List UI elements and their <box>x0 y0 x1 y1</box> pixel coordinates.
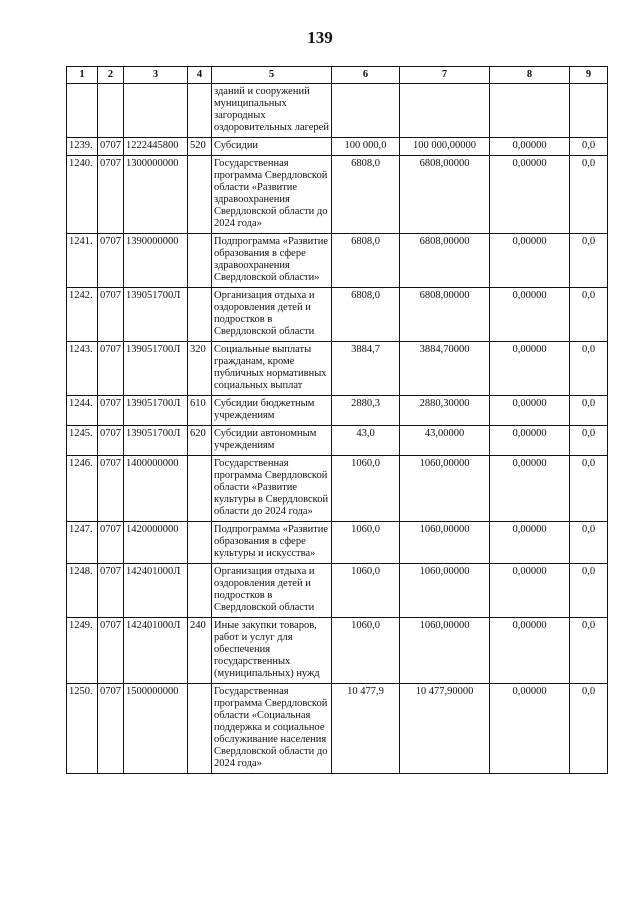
amount-cell: 1060,0 <box>332 618 400 684</box>
target-code-cell: 1400000000 <box>124 456 188 522</box>
amount-precise-cell: 1060,00000 <box>400 456 490 522</box>
section-code-cell: 0707 <box>98 426 124 456</box>
amount-cell: 43,0 <box>332 426 400 456</box>
row-number-cell: 1243. <box>67 342 98 396</box>
target-code-cell: 139051700Л <box>124 396 188 426</box>
table-row <box>67 522 608 564</box>
section-code-cell: 0707 <box>98 618 124 684</box>
other-amount-cell: 0,0 <box>570 618 608 684</box>
federal-amount-cell: 0,00000 <box>490 234 570 288</box>
item-name-cell: Субсидии бюджетным учреждениям <box>212 396 332 426</box>
section-code-cell: 0707 <box>98 396 124 426</box>
row-number-cell: 1246. <box>67 456 98 522</box>
amount-precise-cell: 1060,00000 <box>400 618 490 684</box>
amount-cell: 6808,0 <box>332 156 400 234</box>
row-number-cell: 1250. <box>67 684 98 774</box>
other-amount-cell: 0,0 <box>570 456 608 522</box>
expense-type-cell: 610 <box>188 396 212 426</box>
table-row <box>67 288 608 342</box>
expense-type-cell <box>188 234 212 288</box>
section-code-cell: 0707 <box>98 456 124 522</box>
amount-precise-cell: 6808,00000 <box>400 156 490 234</box>
amount-precise-cell: 43,00000 <box>400 426 490 456</box>
federal-amount-cell: 0,00000 <box>490 684 570 774</box>
amount-precise-cell: 1060,00000 <box>400 522 490 564</box>
row-number-cell: 1247. <box>67 522 98 564</box>
target-code-cell: 1420000000 <box>124 522 188 564</box>
header-cell: 9 <box>570 67 608 84</box>
item-name-cell: Государственная программа Свердловской области «Социальная поддержка и социальное обслуживание населения Свердловской области до 2024 года» <box>212 684 332 774</box>
row-number-cell: 1241. <box>67 234 98 288</box>
section-code-cell: 0707 <box>98 138 124 156</box>
section-code-cell: 0707 <box>98 342 124 396</box>
item-name-cell: Государственная программа Свердловской области «Развитие здравоохранения Свердловской области до 2024 года» <box>212 156 332 234</box>
amount-cell: 6808,0 <box>332 234 400 288</box>
target-code-cell: 139051700Л <box>124 426 188 456</box>
federal-amount-cell: 0,00000 <box>490 288 570 342</box>
amount-cell: 10 477,9 <box>332 684 400 774</box>
expense-type-cell: 520 <box>188 138 212 156</box>
expense-type-cell <box>188 684 212 774</box>
table-row <box>67 234 608 288</box>
header-cell: 7 <box>400 67 490 84</box>
table-row <box>67 618 608 684</box>
federal-amount-cell: 0,00000 <box>490 396 570 426</box>
amount-precise-cell: 1060,00000 <box>400 564 490 618</box>
table-row <box>67 156 608 234</box>
amount-cell <box>332 84 400 138</box>
header-cell: 5 <box>212 67 332 84</box>
amount-cell: 6808,0 <box>332 288 400 342</box>
row-number-cell: 1242. <box>67 288 98 342</box>
item-name-cell: Государственная программа Свердловской области «Развитие культуры в Свердловской области до 2024 года» <box>212 456 332 522</box>
header-cell: 4 <box>188 67 212 84</box>
header-cell: 1 <box>67 67 98 84</box>
table-row <box>67 342 608 396</box>
other-amount-cell <box>570 84 608 138</box>
amount-cell: 3884,7 <box>332 342 400 396</box>
expense-type-cell <box>188 522 212 564</box>
budget-table <box>66 66 608 774</box>
amount-cell: 1060,0 <box>332 522 400 564</box>
row-number-cell: 1240. <box>67 156 98 234</box>
target-code-cell: 139051700Л <box>124 288 188 342</box>
row-number-cell: 1245. <box>67 426 98 456</box>
target-code-cell: 1300000000 <box>124 156 188 234</box>
row-number-cell <box>67 84 98 138</box>
row-number-cell: 1249. <box>67 618 98 684</box>
table-row <box>67 456 608 522</box>
section-code-cell: 0707 <box>98 564 124 618</box>
federal-amount-cell: 0,00000 <box>490 426 570 456</box>
federal-amount-cell: 0,00000 <box>490 456 570 522</box>
federal-amount-cell: 0,00000 <box>490 156 570 234</box>
header-cell: 3 <box>124 67 188 84</box>
section-code-cell <box>98 84 124 138</box>
target-code-cell: 1500000000 <box>124 684 188 774</box>
target-code-cell: 142401000Л <box>124 618 188 684</box>
other-amount-cell: 0,0 <box>570 564 608 618</box>
amount-precise-cell <box>400 84 490 138</box>
table-row <box>67 564 608 618</box>
section-code-cell: 0707 <box>98 156 124 234</box>
row-number-cell: 1248. <box>67 564 98 618</box>
amount-precise-cell: 6808,00000 <box>400 234 490 288</box>
target-code-cell: 142401000Л <box>124 564 188 618</box>
row-number-cell: 1239. <box>67 138 98 156</box>
expense-type-cell: 320 <box>188 342 212 396</box>
item-name-cell: Субсидии <box>212 138 332 156</box>
item-name-cell: Организация отдыха и оздоровления детей и подростков в Свердловской области <box>212 564 332 618</box>
header-cell: 6 <box>332 67 400 84</box>
other-amount-cell: 0,0 <box>570 234 608 288</box>
other-amount-cell: 0,0 <box>570 684 608 774</box>
target-code-cell: 139051700Л <box>124 342 188 396</box>
amount-cell: 2880,3 <box>332 396 400 426</box>
amount-cell: 1060,0 <box>332 564 400 618</box>
expense-type-cell: 620 <box>188 426 212 456</box>
target-code-cell: 1390000000 <box>124 234 188 288</box>
federal-amount-cell <box>490 84 570 138</box>
expense-type-cell <box>188 456 212 522</box>
item-name-cell: Подпрограмма «Развитие образования в сфере культуры и искусства» <box>212 522 332 564</box>
table-row <box>67 84 608 138</box>
federal-amount-cell: 0,00000 <box>490 618 570 684</box>
federal-amount-cell: 0,00000 <box>490 564 570 618</box>
other-amount-cell: 0,0 <box>570 522 608 564</box>
item-name-cell: Иные закупки товаров, работ и услуг для обеспечения государственных (муниципальных) нужд <box>212 618 332 684</box>
amount-precise-cell: 3884,70000 <box>400 342 490 396</box>
page-number: 139 <box>307 28 333 47</box>
section-code-cell: 0707 <box>98 234 124 288</box>
other-amount-cell: 0,0 <box>570 342 608 396</box>
amount-precise-cell: 2880,30000 <box>400 396 490 426</box>
item-name-cell: Организация отдыха и оздоровления детей и подростков в Свердловской области <box>212 288 332 342</box>
row-number-cell: 1244. <box>67 396 98 426</box>
amount-precise-cell: 6808,00000 <box>400 288 490 342</box>
expense-type-cell <box>188 288 212 342</box>
federal-amount-cell: 0,00000 <box>490 522 570 564</box>
header-cell: 8 <box>490 67 570 84</box>
item-name-cell: зданий и сооружений муниципальных загородных оздоровительных лагерей <box>212 84 332 138</box>
item-name-cell: Подпрограмма «Развитие образования в сфере здравоохранения Свердловской области» <box>212 234 332 288</box>
federal-amount-cell: 0,00000 <box>490 138 570 156</box>
expense-type-cell <box>188 564 212 618</box>
table-row <box>67 426 608 456</box>
table-row <box>67 684 608 774</box>
other-amount-cell: 0,0 <box>570 156 608 234</box>
expense-type-cell <box>188 156 212 234</box>
target-code-cell <box>124 84 188 138</box>
section-code-cell: 0707 <box>98 684 124 774</box>
expense-type-cell <box>188 84 212 138</box>
item-name-cell: Субсидии автономным учреждениям <box>212 426 332 456</box>
item-name-cell: Социальные выплаты гражданам, кроме публичных нормативных социальных выплат <box>212 342 332 396</box>
section-code-cell: 0707 <box>98 522 124 564</box>
other-amount-cell: 0,0 <box>570 396 608 426</box>
amount-precise-cell: 10 477,90000 <box>400 684 490 774</box>
header-cell: 2 <box>98 67 124 84</box>
table-row <box>67 138 608 156</box>
table-row <box>67 396 608 426</box>
expense-type-cell: 240 <box>188 618 212 684</box>
header-row <box>67 67 608 84</box>
other-amount-cell: 0,0 <box>570 288 608 342</box>
federal-amount-cell: 0,00000 <box>490 342 570 396</box>
amount-precise-cell: 100 000,00000 <box>400 138 490 156</box>
amount-cell: 1060,0 <box>332 456 400 522</box>
amount-cell: 100 000,0 <box>332 138 400 156</box>
other-amount-cell: 0,0 <box>570 138 608 156</box>
target-code-cell: 1222445800 <box>124 138 188 156</box>
section-code-cell: 0707 <box>98 288 124 342</box>
other-amount-cell: 0,0 <box>570 426 608 456</box>
